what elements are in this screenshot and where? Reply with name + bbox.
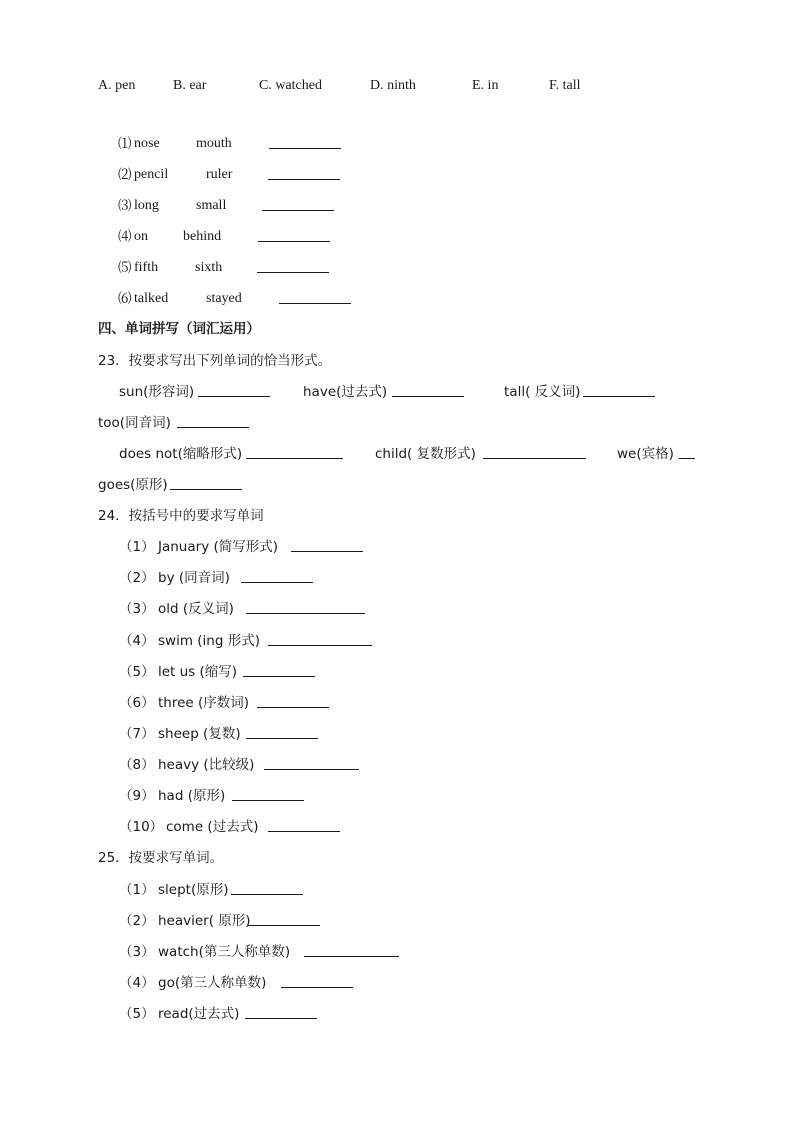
q23-prompt: child( 复数形式) — [375, 446, 476, 462]
answer-blank[interactable] — [268, 817, 340, 832]
option-b: B. ear — [173, 78, 207, 93]
question-23-title: 23．按要求写出下列单词的恰当形式。 — [98, 353, 332, 369]
match-word-2: stayed — [206, 291, 242, 306]
item-number: （6） — [119, 695, 155, 711]
question-24-title: 24．按括号中的要求写单词 — [98, 508, 264, 524]
item-number: （7） — [119, 726, 155, 742]
item-number: （4） — [119, 975, 155, 991]
item-prompt: go(第三人称单数) — [158, 975, 267, 991]
item-number: （1） — [119, 882, 155, 898]
item-prompt: heavy (比较级) — [158, 757, 255, 773]
answer-blank[interactable] — [246, 444, 343, 459]
item-prompt: let us (缩写) — [158, 664, 238, 680]
item-prompt: three (序数词) — [158, 695, 250, 711]
item-number: （2） — [119, 570, 155, 586]
q23-prompt: we(宾格) — [617, 446, 674, 462]
item-prompt: swim (ing 形式) — [158, 633, 260, 649]
answer-blank[interactable] — [243, 662, 315, 677]
match-number: ⑹ — [118, 291, 132, 307]
match-word-2: ruler — [206, 167, 233, 182]
item-number: （5） — [119, 1006, 155, 1022]
item-number: （5） — [119, 664, 155, 680]
answer-blank[interactable] — [268, 165, 340, 180]
item-prompt: by (同音词) — [158, 570, 230, 586]
answer-blank[interactable] — [262, 196, 334, 211]
item-number: （2） — [119, 913, 155, 929]
answer-blank[interactable] — [483, 444, 586, 459]
item-prompt: heavier( 原形) — [158, 913, 251, 929]
match-number: ⑸ — [118, 260, 132, 276]
item-number: （10） — [119, 819, 164, 835]
answer-blank[interactable] — [279, 289, 351, 304]
item-number: （8） — [119, 757, 155, 773]
q23-prompt: have(过去式) — [303, 384, 388, 400]
item-prompt: read(过去式) — [158, 1006, 240, 1022]
answer-blank[interactable] — [281, 973, 353, 988]
item-prompt: sheep (复数) — [158, 726, 241, 742]
match-word-1: long — [134, 198, 159, 213]
item-prompt: January (简写形式) — [158, 539, 279, 555]
answer-blank[interactable] — [291, 537, 363, 552]
answer-blank[interactable] — [264, 755, 359, 770]
answer-blank[interactable] — [246, 599, 365, 614]
answer-blank[interactable] — [257, 693, 329, 708]
option-a: A. pen — [98, 78, 136, 93]
q23-prompt: too(同音词) — [98, 415, 171, 431]
item-prompt: watch(第三人称单数) — [158, 944, 291, 960]
answer-blank[interactable] — [258, 227, 330, 242]
option-e: E. in — [472, 78, 499, 93]
q23-prompt: sun(形容词) — [119, 384, 195, 400]
match-word-1: pencil — [134, 167, 169, 182]
option-d: D. ninth — [370, 78, 416, 93]
answer-blank[interactable] — [246, 724, 318, 739]
item-number: （4） — [119, 633, 155, 649]
item-prompt: old (反义词) — [158, 601, 234, 617]
answer-blank[interactable] — [231, 880, 303, 895]
q23-prompt: goes(原形) — [98, 477, 168, 493]
option-f: F. tall — [549, 78, 581, 93]
answer-blank[interactable] — [257, 258, 329, 273]
answer-blank[interactable] — [170, 475, 242, 490]
item-prompt: slept(原形) — [158, 882, 229, 898]
answer-blank[interactable] — [245, 1004, 317, 1019]
match-word-1: nose — [134, 136, 160, 151]
match-word-1: fifth — [134, 260, 159, 275]
item-number: （3） — [119, 601, 155, 617]
answer-blank[interactable] — [268, 631, 372, 646]
item-prompt: had (原形) — [158, 788, 226, 804]
answer-blank[interactable] — [304, 942, 399, 957]
match-word-2: sixth — [195, 260, 223, 275]
answer-blank[interactable] — [241, 568, 313, 583]
match-word-2: behind — [183, 229, 222, 244]
item-prompt: come (过去式) — [166, 819, 259, 835]
answer-blank[interactable] — [177, 413, 249, 428]
answer-blank[interactable] — [583, 382, 655, 397]
match-number: ⑷ — [118, 229, 132, 245]
question-25-title: 25．按要求写单词。 — [98, 850, 224, 866]
answer-blank[interactable] — [248, 911, 320, 926]
match-word-2: small — [196, 198, 227, 213]
answer-blank[interactable] — [269, 134, 341, 149]
match-number: ⑵ — [118, 167, 132, 183]
q23-prompt: does not(缩略形式) — [119, 446, 243, 462]
item-number: （9） — [119, 788, 155, 804]
item-number: （3） — [119, 944, 155, 960]
q23-prompt: tall( 反义词) — [504, 384, 581, 400]
match-number: ⑴ — [118, 136, 132, 152]
match-word-1: on — [134, 229, 148, 244]
answer-blank[interactable] — [392, 382, 464, 397]
answer-blank[interactable] — [232, 786, 304, 801]
match-number: ⑶ — [118, 198, 132, 214]
answer-blank[interactable] — [679, 444, 695, 459]
item-number: （1） — [119, 539, 155, 555]
match-word-2: mouth — [196, 136, 232, 151]
section-heading: 四、单词拼写（词汇运用） — [98, 321, 260, 337]
match-word-1: talked — [134, 291, 169, 306]
answer-blank[interactable] — [198, 382, 270, 397]
option-c: C. watched — [259, 78, 322, 93]
